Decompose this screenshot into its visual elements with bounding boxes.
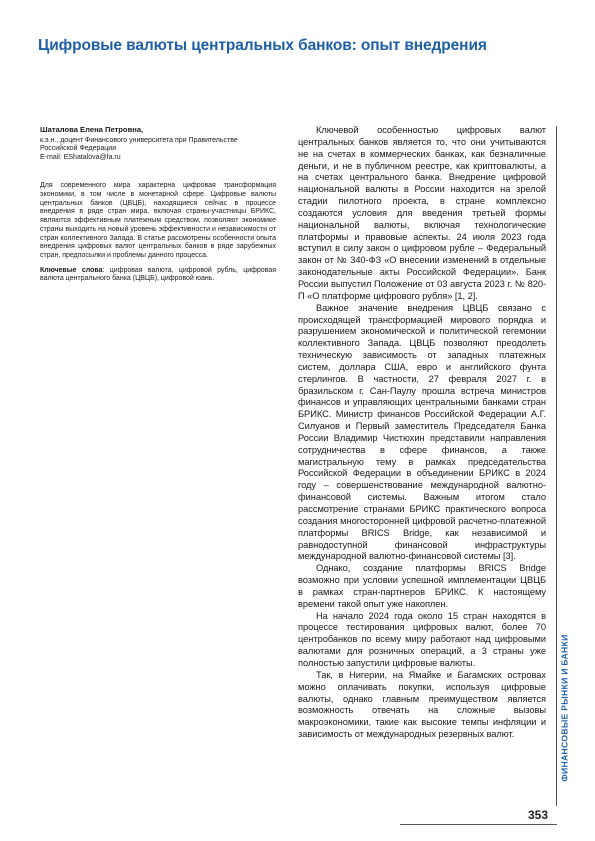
body-column: [298, 125, 546, 741]
author-name: Шаталова Елена Петровна,: [40, 125, 144, 134]
author-affiliation-line1: к.э.н., доцент Финансового университета при Правительстве: [40, 136, 238, 144]
body-paragraph: Однако, создание платформы BRICS Bridge возможно при условии успешной имплементации ЦВЦБ в рамках стран-партнеров БРИКС. К настоящему времени такой опыт уже накоплен.: [298, 563, 546, 609]
abstract-text: Для современного мира характерна цифровая трансформация экономики, в том числе в монетарной сфере. Цифровые валюты центральных банков (ЦВЦБ), находящиеся сейчас в процессе внедрения в ряде стран мира, включая страны-участницы БРИКС, являются эффективным платежным средством, позволяют экономике страны выходить на новый уровень эффективности и независимости от стран коллективного Запада. В статье рассмотрены особенности опыта внедрения цифровых валют центральных банков в ряде зарубежных стран, предпосылки и проблемы данного процесса.: [40, 182, 276, 259]
author-email: E-mail: EShatalova@fa.ru: [40, 153, 121, 161]
section-tab: [558, 610, 571, 805]
article-title: Цифровые валюты центральных банков: опыт внедрения: [38, 37, 487, 54]
body-paragraph: Так, в Нигерии, на Ямайке и Багамских островах можно оплачивать покупки, используя цифровые валюты, однако главным преимуществом является возможность отвечать на сложные вызовы макроэкономики, такие как высокие темпы инфляции и зависимость от международных резервных валют.: [298, 669, 546, 740]
author-affiliation: [40, 137, 276, 163]
author-affiliation-line2: Российской Федерации: [40, 145, 117, 153]
author-and-abstract-column: [40, 125, 276, 284]
section-label: ФИНАНСОВЫЕ РЫНКИ И БАНКИ: [559, 633, 570, 782]
footer-rule: [400, 824, 557, 825]
keywords-label: Ключевые слова: [40, 266, 103, 274]
side-rule: [556, 126, 557, 806]
keywords: [40, 267, 276, 284]
body-paragraph: Ключевой особенностью цифровых валют центральных банков является то, что они учитываются не на счетах в коммерческих банках, как безналичные деньги, и не в публичном реестре, как криптовалюты, а на счетах центрального банка. Внедрение цифровой национальной валюты в России находится на зрелой стадии пилотного проекта, в стране комплексно создаются условия для введения третьей формы национальной валюты, включая технологические платформы и правовые аспекты. 24 июля 2023 года вступил в силу закон о цифровом рубле – Федеральный закон от № 340-ФЗ «О внесении изменений в отдельные законодательные акты Российской Федерации». Банк России выпустил Положение от 03 августа 2023 г. № 820-П «О платформе цифрового рубля» [1, 2].: [298, 125, 546, 301]
page-number: 353: [527, 808, 548, 822]
body-paragraph: Важное значение внедрения ЦВЦБ связано с происходящей трансформацией мирового порядка и разрушением экономической и политической гегемонии коллективного Запада. ЦВЦБ позволяют преодолеть техническую зависимость от западных платежных систем, доллара США, евро и английского фунта стерлингов. В частности, 27 февраля 2027 г. в бразильском г. Сан-Паулу прошла встреча министров финансов и управляющих центральными банками стран БРИКС. Министр финансов Российской Федерации А.Г. Силуанов и Первый заместитель Председателя Банка России Владимир Чистюхин представили направления сотрудничества в сфере финансов, а также магистральную тему в рамках председательства Российской Федерации в объединении БРИКС в 2024 году – совершенствование международной валютно-финансовой системы. Важным итогом стало рассмотрение странами БРИКС практического вопроса создания многосторонней цифровой расчетно-платежной платформы BRICS Bridge, как независимой и равнодоступной финансовой инфраструктуры международной валютно-финансовой системы [3].: [298, 302, 546, 562]
body-paragraph: На начало 2024 года около 15 стран находятся в процессе тестирования цифровых валют, более 70 центробанков по всему миру работают над цифровыми валютами для розничных операций, а 3 страны уже полностью запустили цифровые валюты.: [298, 610, 546, 668]
keywords-text: : цифровая валюта, цифровой рубль, цифровая валюта центрального банка (ЦВЦБ), цифровой юань.: [40, 266, 276, 283]
